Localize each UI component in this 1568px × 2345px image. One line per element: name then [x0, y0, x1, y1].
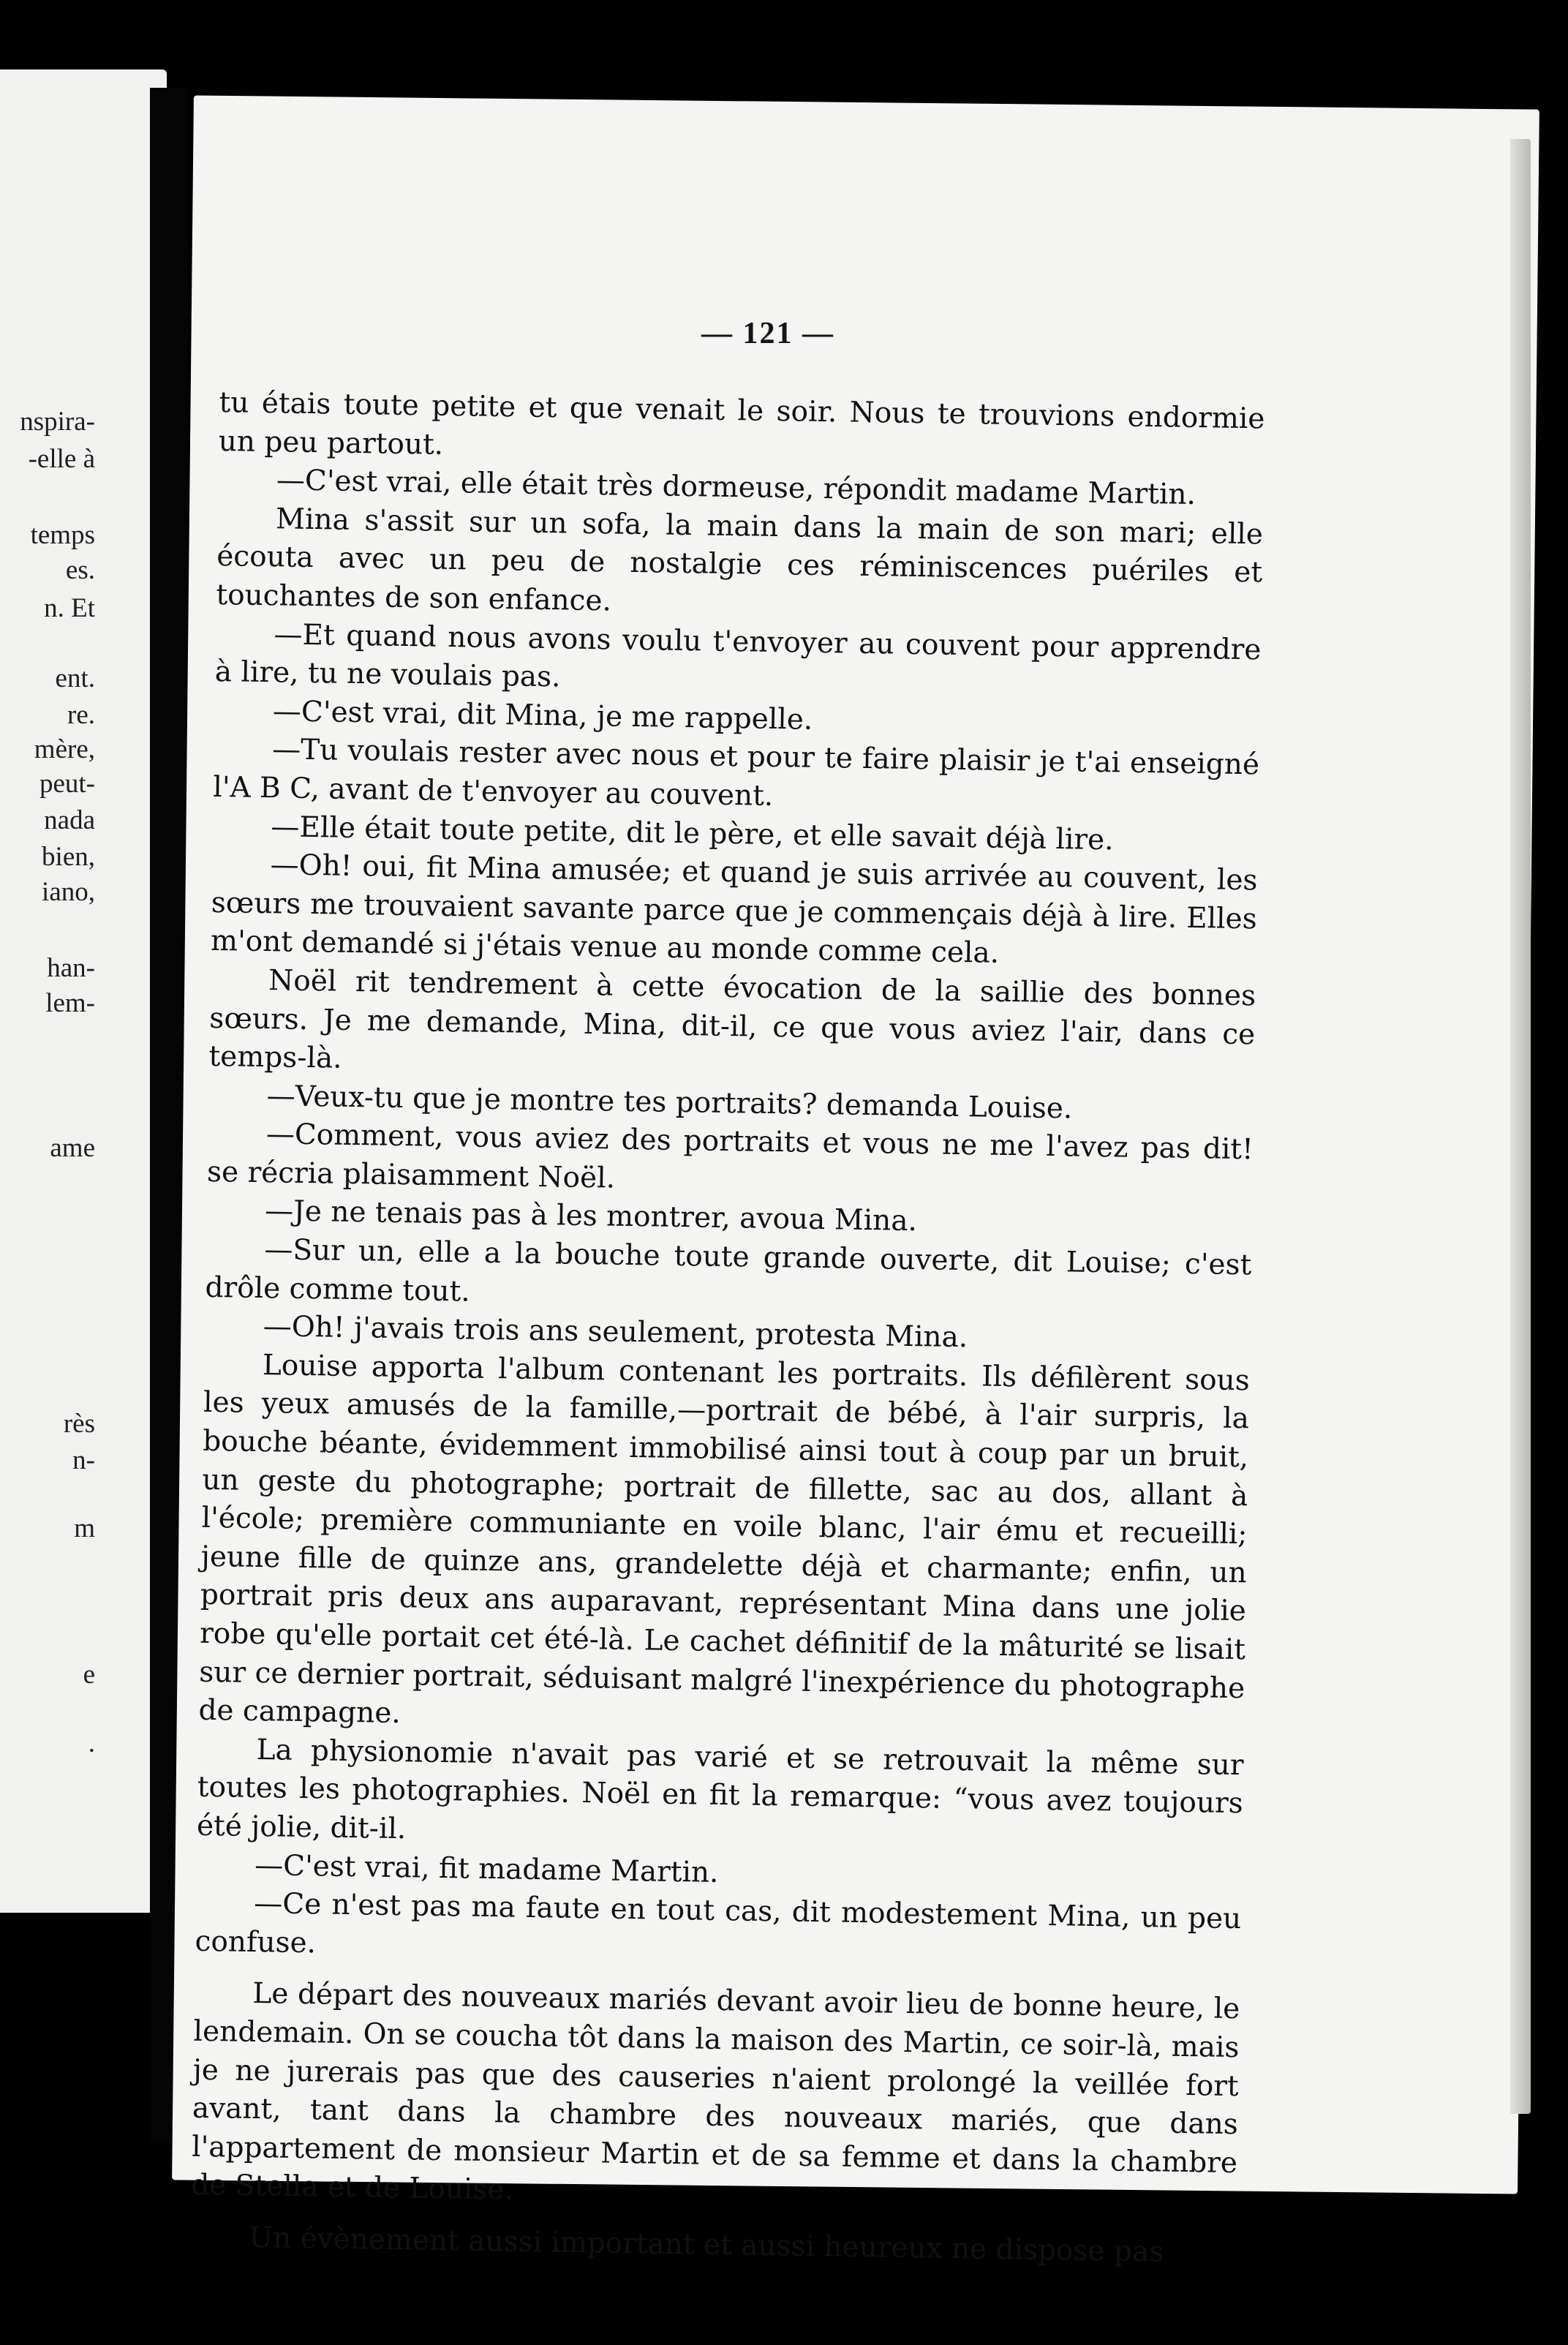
- left-fragment: -elle à: [28, 444, 95, 474]
- left-fragment: nspira-: [20, 407, 95, 437]
- left-fragment: m: [74, 1513, 95, 1543]
- paragraph: tu étais toute petite et que venait le soir. Nous te trouvions endormie un peu partout.: [218, 385, 1265, 462]
- paragraph: Noël rit tendrement à cette évocation de la saillie des bonnes sœurs. Je me demande, Mina, dit-il, ce que vous aviez l'air, dans ce temps-là.: [208, 964, 1256, 1075]
- paragraph: —Sur un, elle a la bouche toute grande ouverte, dit Louise; c'est drôle comme tout.: [205, 1233, 1252, 1309]
- left-fragment: re.: [67, 700, 95, 730]
- left-fragment: n-: [72, 1445, 95, 1475]
- left-fragment: ent.: [55, 663, 95, 693]
- left-fragment: .: [88, 1728, 95, 1758]
- paragraph: —C'est vrai, fit madame Martin.: [254, 1848, 719, 1889]
- page-edge-stack: [1510, 139, 1531, 2114]
- paragraph: —Veux-tu que je montre tes portraits? demanda Louise.: [266, 1079, 1073, 1126]
- left-fragment: lem-: [45, 988, 95, 1018]
- left-fragment: ame: [50, 1133, 95, 1163]
- paragraph: —Comment, vous aviez des portraits et vous ne me l'avez pas dit! se récria plaisamment Noël.: [206, 1118, 1254, 1195]
- paragraph: —C'est vrai, elle était très dormeuse, répondit madame Martin.: [276, 464, 1196, 512]
- paragraph: —Oh! oui, fit Mina amusée; et quand je suis arrivée au couvent, les sœurs me trouvaient savante parce que je commençais déjà à lire. Elles m'ont demandé si j'étais venue au monde comme cela.: [210, 848, 1258, 971]
- paragraph: —Ce n'est pas ma faute en tout cas, dit modestement Mina, un peu confuse.: [195, 1887, 1242, 1960]
- left-fragment: mère,: [34, 734, 95, 764]
- paragraph: Un évènement aussi important et aussi heureux ne dispose pas: [248, 2221, 1164, 2269]
- left-fragment: temps: [30, 520, 95, 550]
- left-fragment: rès: [63, 1409, 95, 1439]
- page-number: — 121 —: [701, 317, 834, 350]
- left-fragment: han-: [47, 953, 95, 983]
- paragraph: Louise apporta l'album contenant les portraits. Ils défilèrent sous les yeux amusés de la famille,—portrait de bébé, à l'air surpris, la bouche béante, évidemment immobilisé ainsi tout à coup par un bruit, un geste du photographe; portrait de fillette, sac au dos, allant à l'école; première communiante en voile blanc, l'air ému et recueilli; jeune fille de quinze ans, grandelette déjà et charmante; enfin, un portrait pris deux ans auparavant, représentant Mina dans une jolie robe qu'elle portait cet été-là. Le cachet définitif de la mâturité se lisait sur ce dernier portrait, séduisant malgré l'inexpérience du photographe de campagne.: [198, 1348, 1251, 1731]
- body-text: [190, 384, 1265, 2273]
- left-fragment: es.: [65, 555, 95, 585]
- paragraph: Le départ des nouveaux mariés devant avoir lieu de bonne heure, le lendemain. On se coucha tôt dans la maison des Martin, ce soir-là, mais je ne jurerais pas que des causeries n'aient prolongé la veillée fort avant, tant dans la chambre des nouveaux mariés, que dans l'appartement de monsieur Martin et de sa femme et dans la chambre de Stella et de Louise.: [190, 1977, 1240, 2207]
- left-fragment: bien,: [42, 842, 95, 872]
- paragraph: —C'est vrai, dit Mina, je me rappelle.: [272, 694, 813, 737]
- paragraph: —Elle était toute petite, dit le père, et elle savait déjà lire.: [271, 810, 1114, 857]
- paragraph: —Je ne tenais pas à les montrer, avoua Mina.: [264, 1194, 918, 1238]
- left-fragment: peut-: [39, 769, 95, 799]
- paragraph: La physionomie n'avait pas varié et se retrouvait la même sur toutes les photographies. Noël en fit la remarque: “vous avez toujours été jolie, dit-il.: [196, 1733, 1244, 1846]
- left-fragment: e: [83, 1660, 95, 1690]
- paragraph: Mina s'assit sur un sofa, la main dans la main de son mari; elle écouta avec un peu de nostalgie ces réminiscences puériles et touchantes de son enfance.: [216, 502, 1264, 618]
- left-fragment: nada: [44, 805, 95, 835]
- paragraph: —Oh! j'avais trois ans seulement, protesta Mina.: [263, 1310, 968, 1355]
- left-fragment: n. Et: [44, 593, 95, 623]
- paragraph: —Tu voulais rester avec nous et pour te faire plaisir je t'ai enseigné l'A B C, avant de t'envoyer au couvent.: [212, 733, 1260, 813]
- left-fragment: iano,: [42, 877, 95, 907]
- paragraph: —Et quand nous avons voulu t'envoyer au couvent pour apprendre à lire, tu ne voulais pas.: [214, 617, 1262, 694]
- left-page-text-fragments: [0, 0, 146, 2345]
